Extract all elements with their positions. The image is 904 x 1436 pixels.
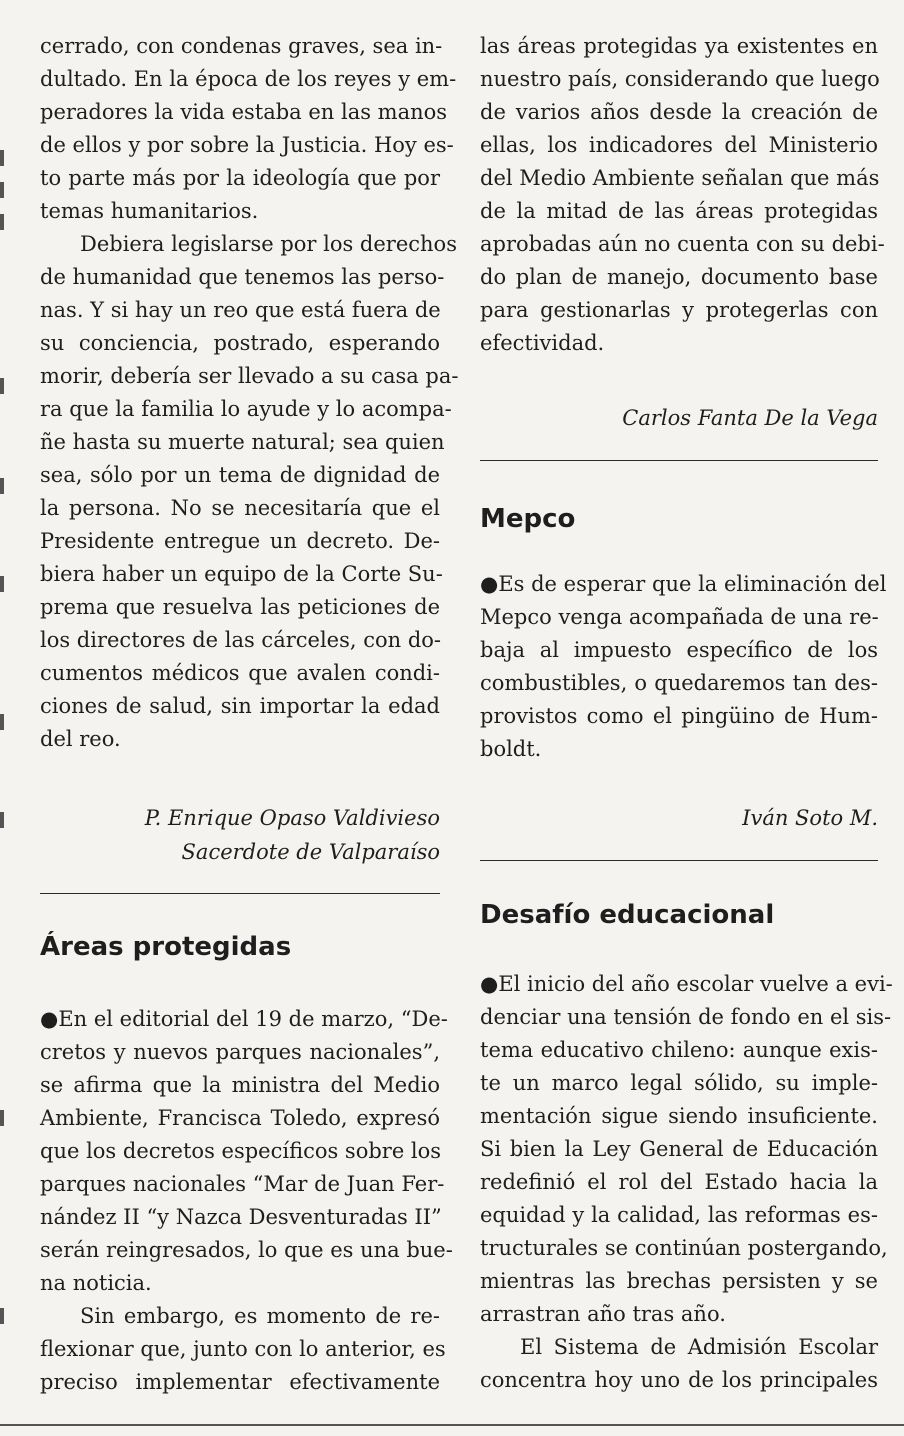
letter-text-line: temas humanitarios. [40,199,259,223]
letter-text-line: do plan de manejo, documento base [480,265,878,289]
letter-text-line: concentra hoy uno de los principales [480,1368,878,1392]
letter-text-line: se afirma que la ministra del Medio [40,1073,440,1097]
gutter-mark [0,714,4,730]
letter-heading: Desafío educacional [480,900,775,930]
letter-text-line: parques nacionales “Mar de Juan Fer- [40,1172,445,1196]
letter-text-line: redefinió el rol del Estado hacia la [480,1170,878,1194]
gutter-mark [0,812,4,828]
letter-text-line: ●El inicio del año escolar vuelve a evi- [480,972,893,996]
section-divider [480,460,878,461]
letter-text-line: sea, sólo por un tema de dignidad de [40,463,440,487]
letter-text-line: efectividad. [480,331,605,355]
gutter-mark [0,1308,4,1324]
letter-text-line: ñe hasta su muerte natural; sea quien [40,430,445,454]
letter-signature-name: Carlos Fanta De la Vega [622,406,878,430]
letter-text-line: ra que la familia lo ayude y lo acompa- [40,397,452,421]
letter-text-line: ellas, los indicadores del Ministerio [480,133,878,157]
letter-heading: Mepco [480,504,576,534]
letter-text-line: tema educativo chileno: aunque exis- [480,1038,878,1062]
letter-text-line: mentación sigue siendo insuficiente. [480,1104,878,1128]
letter-text-line: tructurales se continúan postergando, [480,1236,888,1260]
letter-text-line: del Medio Ambiente señalan que más [480,166,880,190]
letter-text-line: aprobadas aún no cuenta con su debi- [480,232,885,256]
letter-text-line: las áreas protegidas ya existentes en [480,34,878,58]
letter-text-line: denciar una tensión de fondo en el sis- [480,1005,892,1029]
letter-text-line: para gestionarlas y protegerlas con [480,298,878,322]
letter-text-line: ●Es de esperar que la eliminación del [480,572,887,596]
letter-text-line: de humanidad que tenemos las perso- [40,265,445,289]
page-bottom-rule [0,1424,904,1426]
section-divider [40,893,440,894]
letter-heading: Áreas protegidas [40,932,292,962]
letter-text-line: Debiera legislarse por los derechos [80,232,457,256]
letter-text-line: Si bien la Ley General de Educación [480,1137,878,1161]
letter-text-line: arrastran año tras año. [480,1302,726,1326]
letter-text-line: nas. Y si hay un reo que está fuera de [40,298,441,322]
letter-signature-name: P. Enrique Opaso Valdivieso [144,806,440,830]
letter-text-line: biera haber un equipo de la Corte Su- [40,562,443,586]
letter-text-line: cumentos médicos que avalen condi- [40,661,440,685]
gutter-mark [0,1110,4,1126]
letter-text-line: Sin embargo, es momento de re- [80,1304,440,1328]
letter-text-line: la persona. No se necesitaría que el [40,496,440,520]
section-divider [480,860,878,861]
letter-text-line: Presidente entregue un decreto. De- [40,529,440,553]
letter-text-line: peradores la vida estaba en las manos [40,100,448,124]
letter-text-line: de ellos y por sobre la Justicia. Hoy es- [40,133,454,157]
gutter-mark [0,378,4,394]
gutter-mark [0,214,4,230]
letter-text-line: provistos como el pingüino de Hum- [480,704,878,728]
letter-text-line: na noticia. [40,1271,152,1295]
letter-text-line: ●En el editorial del 19 de marzo, “De- [40,1007,448,1031]
letter-text-line: equidad y la calidad, las reformas es- [480,1203,878,1227]
gutter-mark [0,576,4,592]
letter-text-line: de la mitad de las áreas protegidas [480,199,878,223]
letter-text-line: cretos y nuevos parques nacionales”, [40,1040,440,1064]
letter-text-line: serán reingresados, lo que es una bue- [40,1238,453,1262]
letter-text-line: cerrado, con condenas graves, sea in- [40,34,443,58]
letter-text-line: ciones de salud, sin importar la edad [40,694,440,718]
letter-text-line: morir, debería ser llevado a su casa pa- [40,364,459,388]
letter-text-line: mientras las brechas persisten y se [480,1269,878,1293]
letter-text-line: dultado. En la época de los reyes y em- [40,67,457,91]
gutter-mark [0,182,4,198]
letter-text-line: los directores de las cárceles, con do- [40,628,441,652]
letter-text-line: de varios años desde la creación de [480,100,878,124]
gutter-mark [0,478,4,494]
letter-signature-name: Iván Soto M. [742,806,878,830]
letter-signature-title: Sacerdote de Valparaíso [181,840,440,864]
gutter-mark [0,150,4,166]
letter-text-line: nuestro país, considerando que luego [480,67,880,91]
letter-text-line: del reo. [40,727,121,751]
letter-text-line: Ambiente, Francisca Toledo, expresó [40,1106,440,1130]
letter-text-line: El Sistema de Admisión Escolar [520,1335,878,1359]
letter-text-line: preciso implementar efectivamente [40,1370,440,1394]
letter-text-line: nández II “y Nazca Desventuradas II” [40,1205,442,1229]
letter-text-line: to parte más por la ideología que por [40,166,440,190]
letter-text-line: su conciencia, postrado, esperando [40,331,440,355]
letter-text-line: te un marco legal sólido, su imple- [480,1071,878,1095]
letter-text-line: boldt. [480,737,542,761]
letter-text-line: combustibles, o quedaremos tan des- [480,671,878,695]
letter-text-line: baja al impuesto específico de los [480,638,878,662]
letter-text-line: Mepco venga acompañada de una re- [480,605,879,629]
letter-text-line: flexionar que, junto con lo anterior, es [40,1337,446,1361]
letter-text-line: prema que resuelva las peticiones de [40,595,440,619]
letter-text-line: que los decretos específicos sobre los [40,1139,442,1163]
